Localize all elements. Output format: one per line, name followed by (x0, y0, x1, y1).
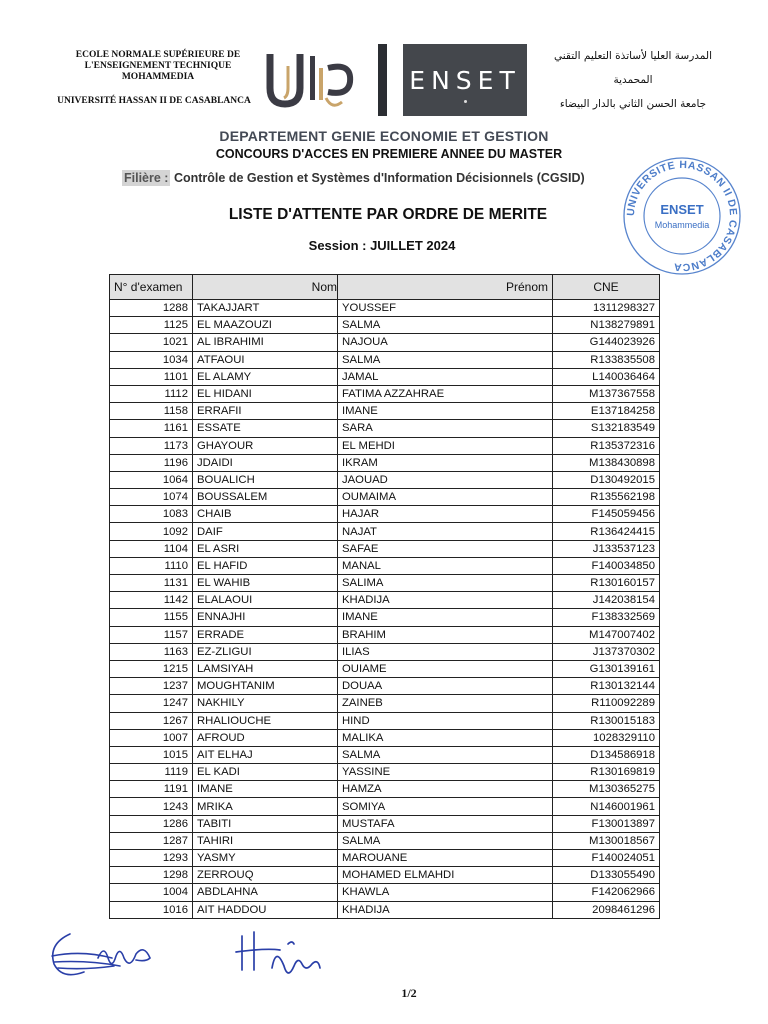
school-name-block (58, 50, 258, 107)
exam-number-cell: 1021 (110, 334, 193, 351)
exam-number-cell: 1064 (110, 471, 193, 488)
prenom-cell: HIND (338, 712, 553, 729)
header-cne: CNE (553, 275, 660, 300)
prenom-cell: OUMAIMA (338, 489, 553, 506)
nom-cell: MRIKA (193, 798, 338, 815)
table-row (110, 815, 660, 832)
nom-cell: LAMSIYAH (193, 660, 338, 677)
exam-number-cell: 1004 (110, 884, 193, 901)
cne-cell: M137367558 (553, 385, 660, 402)
nom-cell: MOUGHTANIM (193, 678, 338, 695)
table-row (110, 832, 660, 849)
school-name-line: L'ENSEIGNEMENT TECHNIQUE (84, 61, 232, 71)
cne-cell: R130015183 (553, 712, 660, 729)
prenom-cell: FATIMA AZZAHRAE (338, 385, 553, 402)
enset-logo-text: ENSET (409, 65, 521, 95)
prenom-cell: SALMA (338, 317, 553, 334)
cne-cell: J133537123 (553, 540, 660, 557)
cne-cell: F140034850 (553, 557, 660, 574)
nom-cell: GHAYOUR (193, 437, 338, 454)
prenom-cell: MAROUANE (338, 850, 553, 867)
cne-cell: D134586918 (553, 746, 660, 763)
table-row (110, 626, 660, 643)
exam-number-cell: 1074 (110, 489, 193, 506)
table-header-row (110, 275, 660, 300)
nom-cell: ELALAOUI (193, 592, 338, 609)
nom-cell: AIT ELHAJ (193, 746, 338, 763)
nom-cell: ERRADE (193, 626, 338, 643)
exam-number-cell: 1119 (110, 764, 193, 781)
nom-cell: EL HIDANI (193, 385, 338, 402)
exam-number-cell: 1034 (110, 351, 193, 368)
cne-cell: R133835508 (553, 351, 660, 368)
exam-number-cell: 1287 (110, 832, 193, 849)
table-body (110, 300, 660, 919)
header-nom (193, 275, 338, 300)
cne-cell: M130365275 (553, 781, 660, 798)
nom-cell: EL WAHIB (193, 575, 338, 592)
table-row (110, 420, 660, 437)
nom-cell: TABITI (193, 815, 338, 832)
exam-number-cell: 1112 (110, 385, 193, 402)
university-stamp (612, 156, 752, 276)
stamp-subtitle: Mohammedia (654, 220, 710, 230)
prenom-cell: IMANE (338, 403, 553, 420)
university-logo (266, 48, 366, 116)
nom-cell: ENNAJHI (193, 609, 338, 626)
table-row (110, 368, 660, 385)
prenom-cell: MOHAMED ELMAHDI (338, 867, 553, 884)
prenom-cell: NAJOUA (338, 334, 553, 351)
filiere-label: Filière : (124, 171, 169, 185)
prenom-cell: IKRAM (338, 454, 553, 471)
exam-number-cell: 1293 (110, 850, 193, 867)
table-row (110, 764, 660, 781)
nom-cell: NAKHILY (193, 695, 338, 712)
nom-cell: IMANE (193, 781, 338, 798)
exam-number-cell: 1110 (110, 557, 193, 574)
signature-1 (52, 934, 150, 975)
prenom-cell: JAMAL (338, 368, 553, 385)
waiting-list-table (109, 274, 660, 919)
table-row (110, 660, 660, 677)
arabic-line: المحمدية (613, 74, 653, 86)
exam-number-cell: 1161 (110, 420, 193, 437)
prenom-cell: YOUSSEF (338, 300, 553, 317)
nom-cell: ESSATE (193, 420, 338, 437)
logo-dot (464, 100, 467, 103)
cne-cell: 1311298327 (553, 300, 660, 317)
prenom-cell: KHADIJA (338, 901, 553, 918)
prenom-cell: ZAINEB (338, 695, 553, 712)
cne-cell: M130018567 (553, 832, 660, 849)
arabic-line: جامعة الحسن الثاني بالدار البيضاء (559, 98, 707, 110)
table-row (110, 334, 660, 351)
nom-cell: CHAIB (193, 506, 338, 523)
prenom-cell: JAOUAD (338, 471, 553, 488)
exam-number-cell: 1101 (110, 368, 193, 385)
exam-number-cell: 1092 (110, 523, 193, 540)
concours-title: CONCOURS D'ACCES EN PREMIERE ANNEE DU MASTER (215, 147, 563, 161)
nom-cell: TAKAJJART (193, 300, 338, 317)
table-row (110, 523, 660, 540)
header-nom-label: Nom (311, 280, 337, 294)
exam-number-cell: 1104 (110, 540, 193, 557)
prenom-cell: SOMIYA (338, 798, 553, 815)
exam-number-cell: 1016 (110, 901, 193, 918)
table-row (110, 729, 660, 746)
prenom-cell: SALIMA (338, 575, 553, 592)
cne-cell: M147007402 (553, 626, 660, 643)
session-label: Session : JUILLET 2024 (308, 238, 456, 253)
table-row (110, 867, 660, 884)
exam-number-cell: 1215 (110, 660, 193, 677)
prenom-cell: MALIKA (338, 729, 553, 746)
exam-number-cell: 1267 (110, 712, 193, 729)
cne-cell: 1028329110 (553, 729, 660, 746)
nom-cell: BOUSSALEM (193, 489, 338, 506)
cne-cell: F142062966 (553, 884, 660, 901)
nom-cell: BOUALICH (193, 471, 338, 488)
nom-cell: ATFAOUI (193, 351, 338, 368)
table-row (110, 471, 660, 488)
cne-cell: R130132144 (553, 678, 660, 695)
nom-cell: DAIF (193, 523, 338, 540)
cne-cell: G130139161 (553, 660, 660, 677)
table-row (110, 781, 660, 798)
cne-cell: R130160157 (553, 575, 660, 592)
header-prenom: Prénom (338, 275, 553, 300)
prenom-cell: SAFAE (338, 540, 553, 557)
cne-cell: R130169819 (553, 764, 660, 781)
table-row (110, 592, 660, 609)
cne-cell: J142038154 (553, 592, 660, 609)
prenom-cell: KHAWLA (338, 884, 553, 901)
cne-cell: F145059456 (553, 506, 660, 523)
exam-number-cell: 1173 (110, 437, 193, 454)
arabic-header (538, 44, 728, 116)
page-number: 1/2 (401, 986, 417, 1000)
cne-cell: R136424415 (553, 523, 660, 540)
nom-cell: TAHIRI (193, 832, 338, 849)
exam-number-cell: 1163 (110, 643, 193, 660)
nom-cell: RHALIOUCHE (193, 712, 338, 729)
nom-cell: AFROUD (193, 729, 338, 746)
cne-cell: G144023926 (553, 334, 660, 351)
cne-cell: M138430898 (553, 454, 660, 471)
prenom-cell: SALMA (338, 351, 553, 368)
nom-cell: ERRAFII (193, 403, 338, 420)
prenom-cell: MUSTAFA (338, 815, 553, 832)
exam-number-cell: 1015 (110, 746, 193, 763)
exam-number-cell: 1247 (110, 695, 193, 712)
filiere-value: Contrôle de Gestion et Systèmes d'Information Décisionnels (CGSID) (173, 171, 585, 185)
signatures (40, 922, 340, 992)
table-row (110, 300, 660, 317)
nom-cell: YASMY (193, 850, 338, 867)
prenom-cell: IMANE (338, 609, 553, 626)
filiere-line (122, 171, 585, 185)
nom-cell: JDAIDI (193, 454, 338, 471)
exam-number-cell: 1083 (110, 506, 193, 523)
prenom-cell: ILIAS (338, 643, 553, 660)
cne-cell: D133055490 (553, 867, 660, 884)
table-row (110, 575, 660, 592)
exam-number-cell: 1196 (110, 454, 193, 471)
exam-number-cell: 1007 (110, 729, 193, 746)
table-row (110, 437, 660, 454)
table-row (110, 695, 660, 712)
cne-cell: R135562198 (553, 489, 660, 506)
exam-number-cell: 1243 (110, 798, 193, 815)
university-name: UNIVERSITÉ HASSAN II DE CASABLANCA (57, 96, 251, 106)
exam-number-cell: 1286 (110, 815, 193, 832)
prenom-cell: EL MEHDI (338, 437, 553, 454)
nom-cell: EL ASRI (193, 540, 338, 557)
prenom-cell: MANAL (338, 557, 553, 574)
nom-cell: EL HAFID (193, 557, 338, 574)
prenom-cell: NAJAT (338, 523, 553, 540)
table-row (110, 351, 660, 368)
prenom-cell: BRAHIM (338, 626, 553, 643)
enset-logo (403, 44, 527, 116)
stamp-ring-text: UNIVERSITE HASSAN II DE CASABLANCA (624, 158, 740, 274)
table-row (110, 540, 660, 557)
nom-cell: EL MAAZOUZI (193, 317, 338, 334)
exam-number-cell: 1142 (110, 592, 193, 609)
table-row (110, 385, 660, 402)
prenom-cell: DOUAA (338, 678, 553, 695)
table-row (110, 557, 660, 574)
cne-cell: F130013897 (553, 815, 660, 832)
cne-cell: E137184258 (553, 403, 660, 420)
table-row (110, 403, 660, 420)
exam-number-cell: 1288 (110, 300, 193, 317)
list-title: LISTE D'ATTENTE PAR ORDRE DE MERITE (228, 206, 548, 223)
nom-cell: EL ALAMY (193, 368, 338, 385)
cne-cell: N138279891 (553, 317, 660, 334)
nom-cell: ABDLAHNA (193, 884, 338, 901)
cne-cell: S132183549 (553, 420, 660, 437)
nom-cell: ZERROUQ (193, 867, 338, 884)
nom-cell: AIT HADDOU (193, 901, 338, 918)
nom-cell: EZ-ZLIGUI (193, 643, 338, 660)
prenom-cell: YASSINE (338, 764, 553, 781)
table-row (110, 712, 660, 729)
exam-number-cell: 1155 (110, 609, 193, 626)
table-row (110, 798, 660, 815)
school-name-line: ECOLE NORMALE SUPÉRIEURE DE (75, 50, 241, 60)
cne-cell: R110092289 (553, 695, 660, 712)
nom-cell: AL IBRAHIMI (193, 334, 338, 351)
prenom-cell: HAMZA (338, 781, 553, 798)
cne-cell: F140024051 (553, 850, 660, 867)
table-row (110, 884, 660, 901)
prenom-cell: HAJAR (338, 506, 553, 523)
table-row (110, 609, 660, 626)
nom-cell: EL KADI (193, 764, 338, 781)
exam-number-cell: 1298 (110, 867, 193, 884)
prenom-cell: SARA (338, 420, 553, 437)
logo-divider (378, 44, 387, 116)
exam-number-cell: 1237 (110, 678, 193, 695)
department-title: DEPARTEMENT GENIE ECONOMIE ET GESTION (219, 128, 549, 144)
table-row (110, 678, 660, 695)
table-row (110, 901, 660, 918)
table-row (110, 643, 660, 660)
exam-number-cell: 1191 (110, 781, 193, 798)
exam-number-cell: 1131 (110, 575, 193, 592)
cne-cell: N146001961 (553, 798, 660, 815)
exam-number-cell: 1158 (110, 403, 193, 420)
cne-cell: F138332569 (553, 609, 660, 626)
header-exam-number: N° d'examen (110, 275, 193, 300)
signature-2 (236, 932, 320, 973)
table-row (110, 506, 660, 523)
prenom-cell: SALMA (338, 746, 553, 763)
school-name-line: MOHAMMEDIA (121, 72, 195, 82)
cne-cell: 2098461296 (553, 901, 660, 918)
arabic-line: المدرسة العليا لأساتذة التعليم التقني (554, 50, 712, 62)
table-row (110, 746, 660, 763)
table-row (110, 489, 660, 506)
stamp-title: ENSET (660, 202, 704, 217)
cne-cell: J137370302 (553, 643, 660, 660)
prenom-cell: OUIAME (338, 660, 553, 677)
cne-cell: R135372316 (553, 437, 660, 454)
prenom-cell: KHADIJA (338, 592, 553, 609)
exam-number-cell: 1125 (110, 317, 193, 334)
cne-cell: D130492015 (553, 471, 660, 488)
table-row (110, 850, 660, 867)
table-row (110, 317, 660, 334)
exam-number-cell: 1157 (110, 626, 193, 643)
cne-cell: L140036464 (553, 368, 660, 385)
prenom-cell: SALMA (338, 832, 553, 849)
table-row (110, 454, 660, 471)
